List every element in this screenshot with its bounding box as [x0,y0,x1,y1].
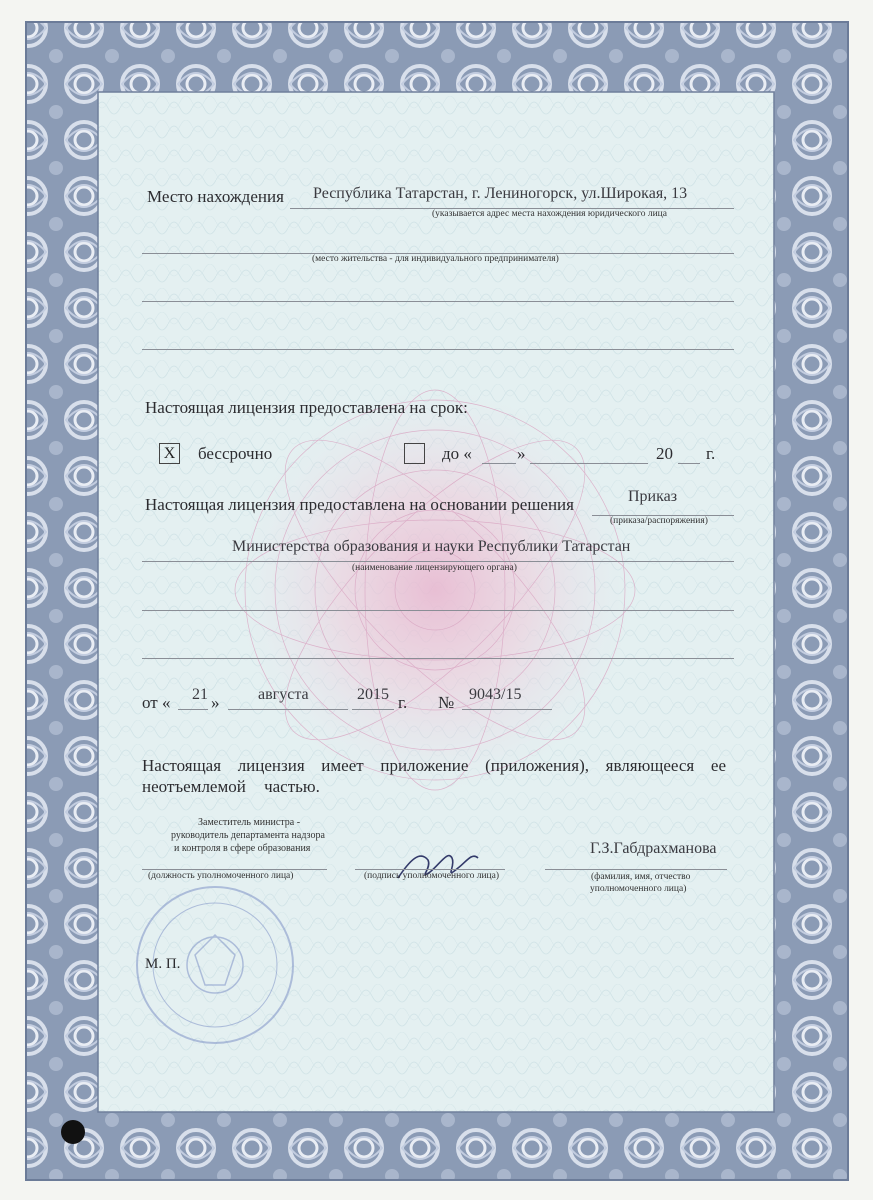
name-hint-line-2: уполномоченного лица) [590,884,687,894]
location-value: Республика Татарстан, г. Лениногорск, ул.Широкая, 13 [313,185,688,202]
date-year: 2015 [357,686,389,703]
indefinite-checkbox: X [159,443,180,464]
number-line [462,709,552,710]
date-month: августа [258,686,309,703]
until-year-suffix: г. [706,444,716,463]
name-line [545,869,727,870]
date-day-line [178,709,208,710]
date-year-suffix: г. [398,693,408,712]
signature-line [355,869,505,870]
basis-doc-type-hint: (приказа/распоряжения) [610,516,708,526]
blank-line-1 [142,301,734,302]
position-hint: (должность уполномоченного лица) [148,871,294,881]
position-line [142,869,327,870]
blank-line-4 [142,658,734,659]
term-heading: Настоящая лицензия предоставлена на срок: [145,398,468,417]
date-close-quote: » [211,693,220,712]
until-year-prefix: 20 [656,444,673,463]
date-day: 21 [192,686,208,703]
until-day-line [482,463,516,464]
position-line-1: Заместитель министра - [198,817,301,828]
stamp-place: М. П. [145,956,181,972]
until-label: до « [442,444,472,463]
appendix-line-2: неотъемлемой частью. [142,777,320,796]
basis-authority: Министерства образования и науки Республики Татарстан [232,538,631,555]
date-year-line [352,709,394,710]
until-close-quote: » [517,444,526,463]
signatory-name: Г.З.Габдрахманова [590,840,717,857]
location-hint-individual: (место жительства - для индивидуального предпринимателя) [312,254,559,264]
date-month-line [228,709,348,710]
position-line-3: и контроля в сфере образования [174,843,311,854]
blank-line-2 [142,349,734,350]
basis-authority-line [142,561,734,562]
appendix-line-1: Настоящая лицензия имеет приложение (приложения), являющееся ее [142,756,726,775]
name-hint-line-1: (фамилия, имя, отчество [591,872,691,882]
basis-heading: Настоящая лицензия предоставлена на основании решения [145,495,574,514]
date-from-label: от « [142,693,171,712]
until-checkbox [404,443,425,464]
location-hint-legal: (указывается адрес места нахождения юридического лица [432,209,667,219]
license-number: 9043/15 [469,686,522,703]
basis-doc-type: Приказ [628,488,678,505]
until-year-line [678,463,700,464]
number-label: № [438,693,455,712]
signature-hint: (подпись уполномоченного лица) [364,871,500,881]
position-line-2: руководитель департамента надзора [171,830,325,841]
until-month-line [530,463,648,464]
basis-authority-hint: (наименование лицензирующего органа) [352,563,517,573]
blank-line-3 [142,610,734,611]
indefinite-label: бессрочно [198,444,273,463]
location-label: Место нахождения [147,187,284,206]
